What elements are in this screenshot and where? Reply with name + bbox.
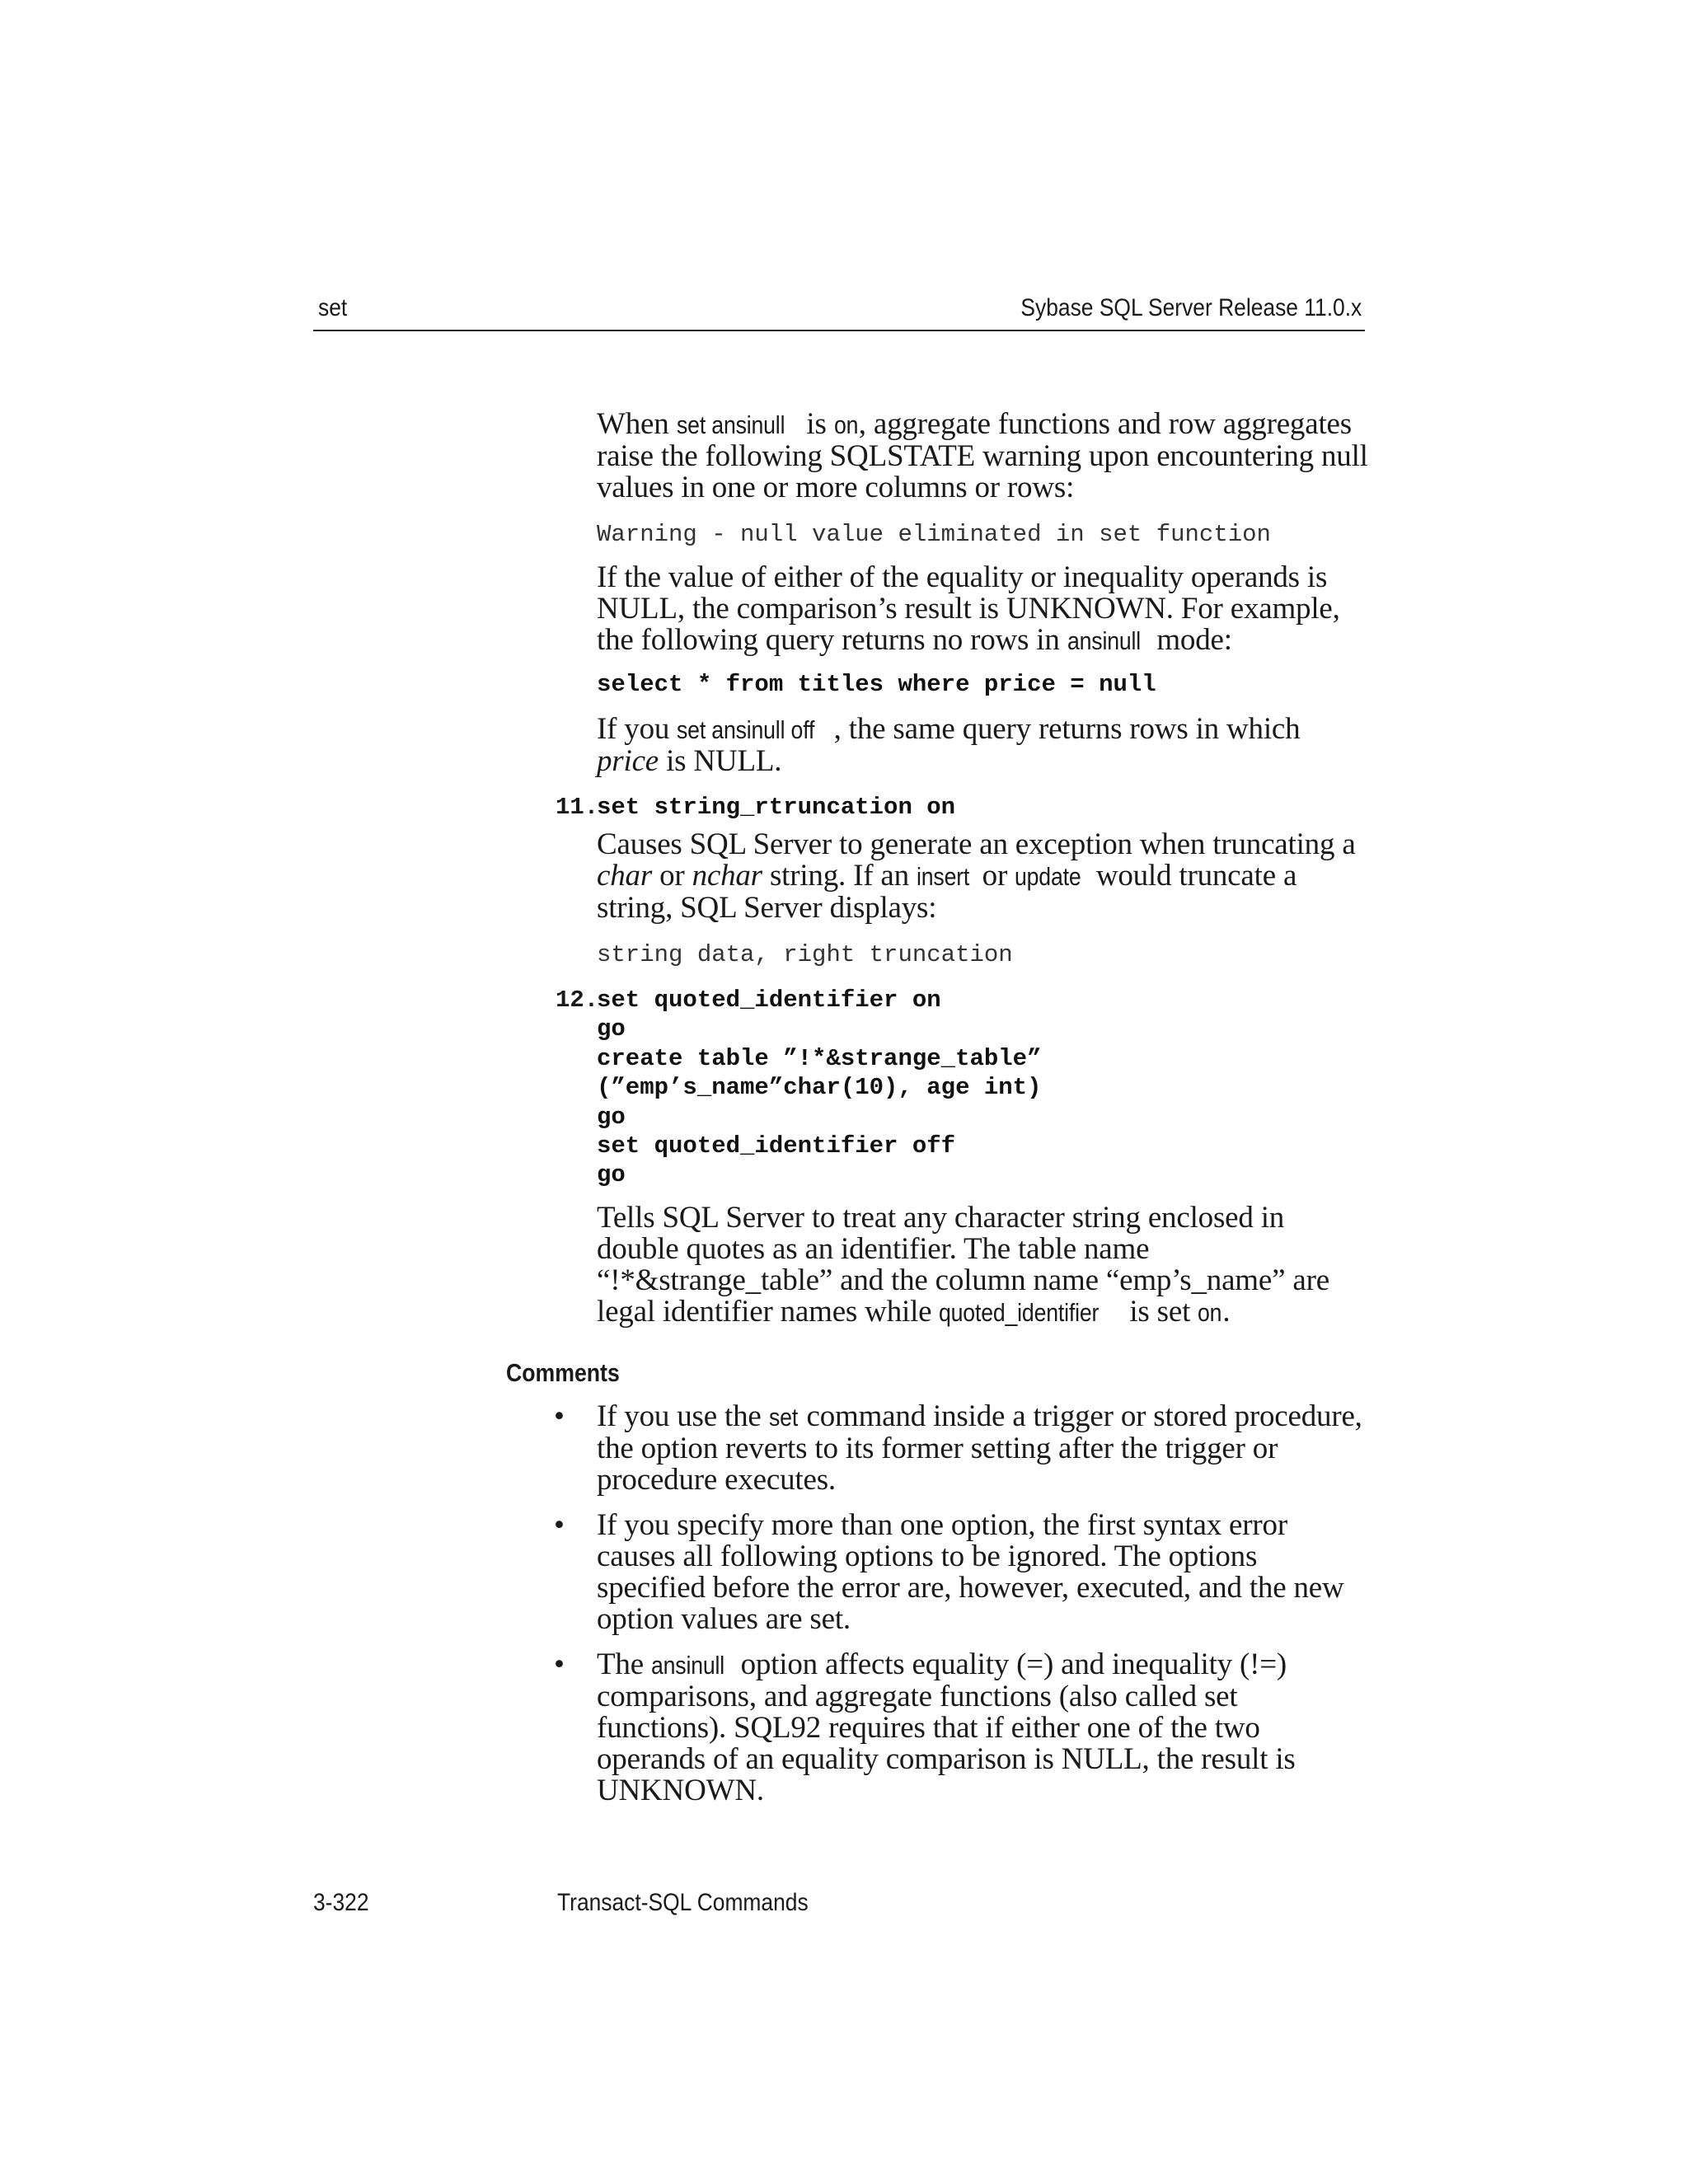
null-comparison-paragraph: If the value of either of the equality or inequality operands is NULL, the comparison’s result is UNKNOWN. For example, the following query returns no rows in ansinull mode: [597,560,1340,657]
string-truncation-paragraph: Causes SQL Server to generate an exception when truncating a char or nchar string. If an insert or update would truncate a string, SQL Server displays: [597,827,1356,925]
ansinull-off-paragraph: If you set ansinull off , the same query returns rows in which price is NULL. [597,712,1301,778]
truncation-message-code: string data, right truncation [597,941,1013,968]
ansinull-warning-paragraph: When set ansinull is on, aggregate functions and row aggregates raise the following SQLSTATE warning upon encountering null values in one or more columns or rows: [597,407,1368,504]
example-12-code: set quoted_identifier on go create table ”!*&strange_table” (”emp’s_name”char(10), age int) go set quoted_identifier off go [597,987,1042,1189]
warning-message-code: Warning - null value eliminated in set function [597,521,1271,548]
bullet-3-marker: • [554,1647,565,1681]
comment-bullet-1: If you use the set command inside a trigger or stored procedure, the option reverts to its former setting after the trigger or procedure executes. [597,1399,1362,1497]
comment-bullet-2: If you specify more than one option, the first syntax error causes all following options to be ignored. The options specified before the error are, however, executed, and the new option values are set. [597,1508,1344,1636]
example-11-number: 11. [556,794,599,821]
example-12-number: 12. [556,987,599,1014]
quoted-identifier-paragraph: Tells SQL Server to treat any character string enclosed in double quotes as an identifier. The table name “!*&strange_table” and the column name “emp’s_name” are legal identifier names while quoted_identifier is set on. [597,1201,1329,1329]
running-head-left: set [318,294,348,321]
running-head-right: Sybase SQL Server Release 11.0.x [1020,294,1362,321]
bullet-2-marker: • [554,1508,565,1542]
bullet-1-marker: • [554,1399,565,1433]
header-rule [313,330,1365,331]
footer-chapter-title: Transact-SQL Commands [557,1889,809,1916]
null-query-code: select * from titles where price = null [597,671,1156,698]
comment-bullet-3: The ansinull option affects equality (=) and inequality (!=) comparisons, and aggregate functions (also called set functions). SQL92 requires that if either one of the two operands of an equality comparison is NULL, the result is UNKNOWN. [597,1647,1296,1807]
example-11-code: set string_rtruncation on [597,794,956,821]
comments-heading: Comments [506,1358,620,1387]
page-number: 3-322 [313,1889,369,1916]
